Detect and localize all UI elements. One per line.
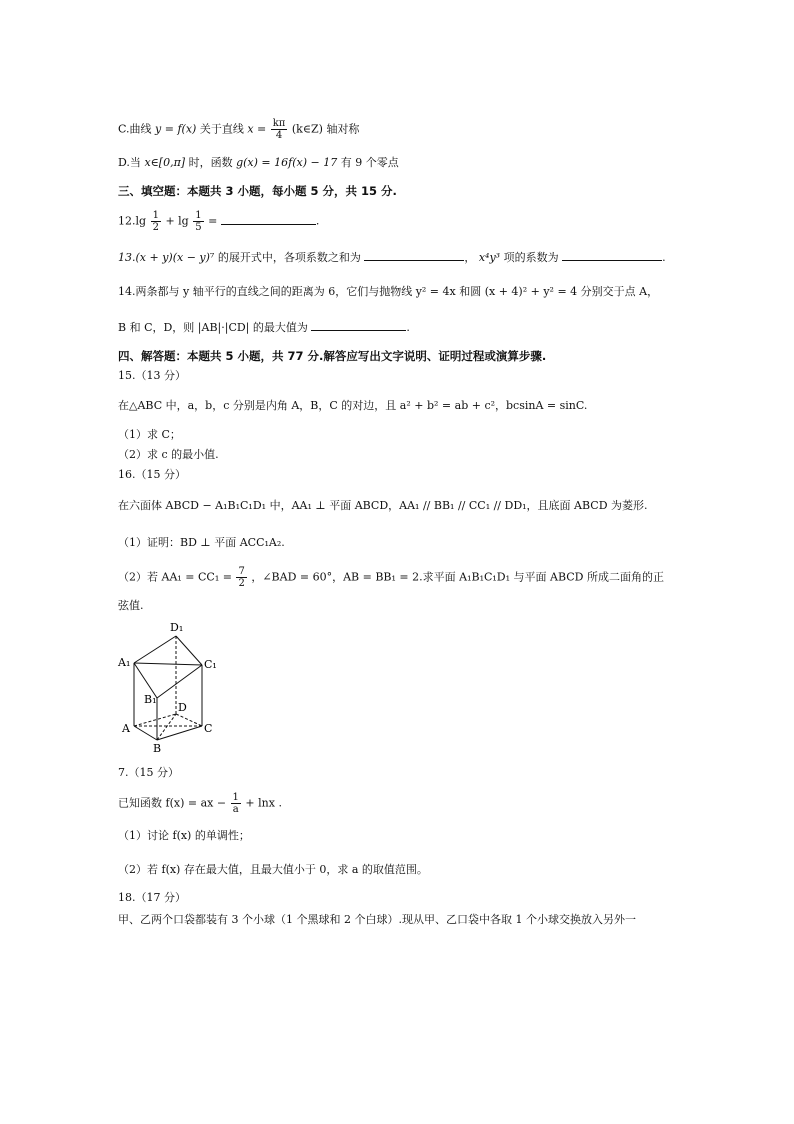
- q17-head: 7.（15 分）: [118, 766, 179, 779]
- q16-part2-a: （2）若 AA₁ = CC₁ =: [118, 570, 232, 584]
- option-c-xlhs: x =: [247, 122, 267, 136]
- q17-stem: [118, 792, 282, 815]
- q12-frac2: [193, 210, 203, 233]
- edge-a1-d1: [134, 636, 176, 663]
- label-c: C: [204, 722, 213, 735]
- label-d1: D₁: [170, 621, 184, 634]
- q16-frac-num: 7: [238, 566, 245, 577]
- q18-stem: 甲、乙两个口袋都装有 3 个小球（1 个黑球和 2 个白球）.现从甲、乙口袋中各取 1 个小球交换放入另外一: [118, 913, 636, 926]
- q16-part1: （1）证明：BD ⊥ 平面 ACC₁A₂.: [118, 536, 285, 549]
- q12-lg1: lg: [135, 214, 147, 228]
- question-12: [118, 210, 319, 233]
- option-d: [118, 155, 399, 171]
- q15-head: 15.（13 分）: [118, 369, 186, 382]
- edge-b-c: [157, 726, 202, 740]
- q14-answer-blank[interactable]: [311, 318, 406, 331]
- q15-part1: （1）求 C；: [118, 428, 181, 441]
- q12-frac2-den: 5: [195, 222, 202, 233]
- q13-end: .: [662, 251, 666, 264]
- q12-eq: =: [208, 214, 218, 228]
- q17-part2: （2）若 f(x) 存在最大值，且最大值小于 0，求 a 的取值范围。: [118, 863, 428, 876]
- edge-a1-c1: [134, 663, 202, 665]
- q14-line2-text: B 和 C，D，则 |AB|·|CD| 的最大值为: [118, 321, 308, 334]
- q17-stem-a: 已知函数 f(x) = ax −: [118, 796, 227, 810]
- edge-d1-c1: [176, 636, 202, 665]
- q14-line1: 14.两条都与 y 轴平行的直线之间的距离为 6，它们与抛物线 y² = 4x 和圆 (x + 4)² + y² = 4 分别交于点 A，: [118, 285, 659, 298]
- option-d-tail: 有 9 个零点: [340, 156, 399, 169]
- section3-title: 三、填空题：本题共 3 小题，每小题 5 分，共 15 分.: [118, 184, 397, 198]
- hidden-edge-a-d: [134, 714, 176, 726]
- q16-part2-cont: 弦值.: [118, 599, 144, 612]
- q16-head: 16.（15 分）: [118, 468, 186, 481]
- q17-frac-num: 1: [232, 792, 239, 803]
- option-c-tail: 轴对称: [326, 122, 360, 136]
- option-d-interval: x∈[0,π]: [144, 156, 186, 169]
- option-c-mid: 关于直线: [199, 122, 244, 136]
- edge-a-b: [134, 726, 157, 740]
- q15-part2: （2）求 c 的最小值.: [118, 448, 219, 461]
- q18-head: 18.（17 分）: [118, 891, 186, 904]
- label-b: B: [153, 742, 162, 755]
- q14-line2: [118, 318, 410, 336]
- q12-frac1-den: 2: [152, 222, 159, 233]
- q17-frac-den: a: [232, 804, 239, 815]
- q13-t1: 的展开式中，各项系数之和为: [217, 251, 361, 264]
- hidden-edge-d-c: [176, 714, 202, 726]
- option-c-fraction: [271, 118, 288, 141]
- option-c-cond: (k∈Z): [291, 122, 323, 136]
- label-a1: A₁: [118, 656, 131, 669]
- q16-frac-den: 2: [238, 578, 245, 589]
- q14-end: .: [406, 321, 410, 334]
- q13-exp: ⁷: [209, 251, 215, 264]
- q16-part2-b: ，∠BAD = 60°，AB = BB₁ = 2.求平面 A₁B₁C₁D₁ 与平面 ABCD 所成二面角的正: [251, 570, 664, 584]
- option-d-expr: g(x) = 16f(x) − 17: [236, 156, 338, 169]
- q16-part2: [118, 566, 664, 589]
- label-d: D: [178, 701, 187, 714]
- q12-frac1-num: 1: [152, 210, 159, 221]
- q12-answer-blank[interactable]: [221, 212, 316, 225]
- hidden-edge-b-d: [157, 714, 176, 740]
- hexahedron-figure: [112, 618, 222, 756]
- option-c-expr: y = f(x): [155, 122, 197, 136]
- option-c-frac-num: kπ: [272, 118, 286, 129]
- option-c: [118, 118, 359, 141]
- section4-title: 四、解答题：本题共 5 小题，共 77 分.解答应写出文字说明、证明过程或演算步骤.: [118, 349, 547, 363]
- q13-expr: 13.(x + y)(x − y): [118, 251, 210, 264]
- edge-b1-c1: [157, 665, 202, 698]
- q12-frac2-num: 1: [195, 210, 202, 221]
- option-d-mid: 时，函数: [188, 156, 233, 169]
- label-c1: C₁: [204, 658, 217, 671]
- q15-stem: 在△ABC 中，a，b，c 分别是内角 A，B，C 的对边，且 a² + b² = ab + c²，bcsinA = sinC.: [118, 399, 588, 412]
- q12-num: 12.: [118, 214, 136, 228]
- option-c-frac-den: 4: [275, 130, 283, 141]
- option-d-label: D.当: [118, 156, 141, 169]
- q13-answer-blank-1[interactable]: [364, 248, 464, 261]
- q12-frac1: [151, 210, 161, 233]
- q16-stem: 在六面体 ABCD − A₁B₁C₁D₁ 中，AA₁ ⊥ 平面 ABCD，AA₁ // BB₁ // CC₁ // DD₁，且底面 ABCD 为菱形.: [118, 499, 648, 512]
- q13-t2: ，: [464, 251, 476, 264]
- q12-plus: + lg: [165, 214, 189, 228]
- q16-part2-frac: [236, 566, 246, 589]
- q17-stem-b: + lnx .: [245, 796, 282, 810]
- q13-answer-blank-2[interactable]: [562, 248, 662, 261]
- q13-term: x⁴y³: [478, 251, 501, 264]
- q12-end: .: [315, 214, 320, 228]
- q17-part1: （1）讨论 f(x) 的单调性；: [118, 829, 250, 842]
- label-a: A: [122, 722, 130, 735]
- q17-frac: [231, 792, 241, 815]
- q13-t3: 项的系数为: [503, 251, 559, 264]
- option-c-label: C.曲线: [118, 122, 152, 136]
- label-b1: B₁: [144, 693, 157, 706]
- question-13: [118, 248, 666, 266]
